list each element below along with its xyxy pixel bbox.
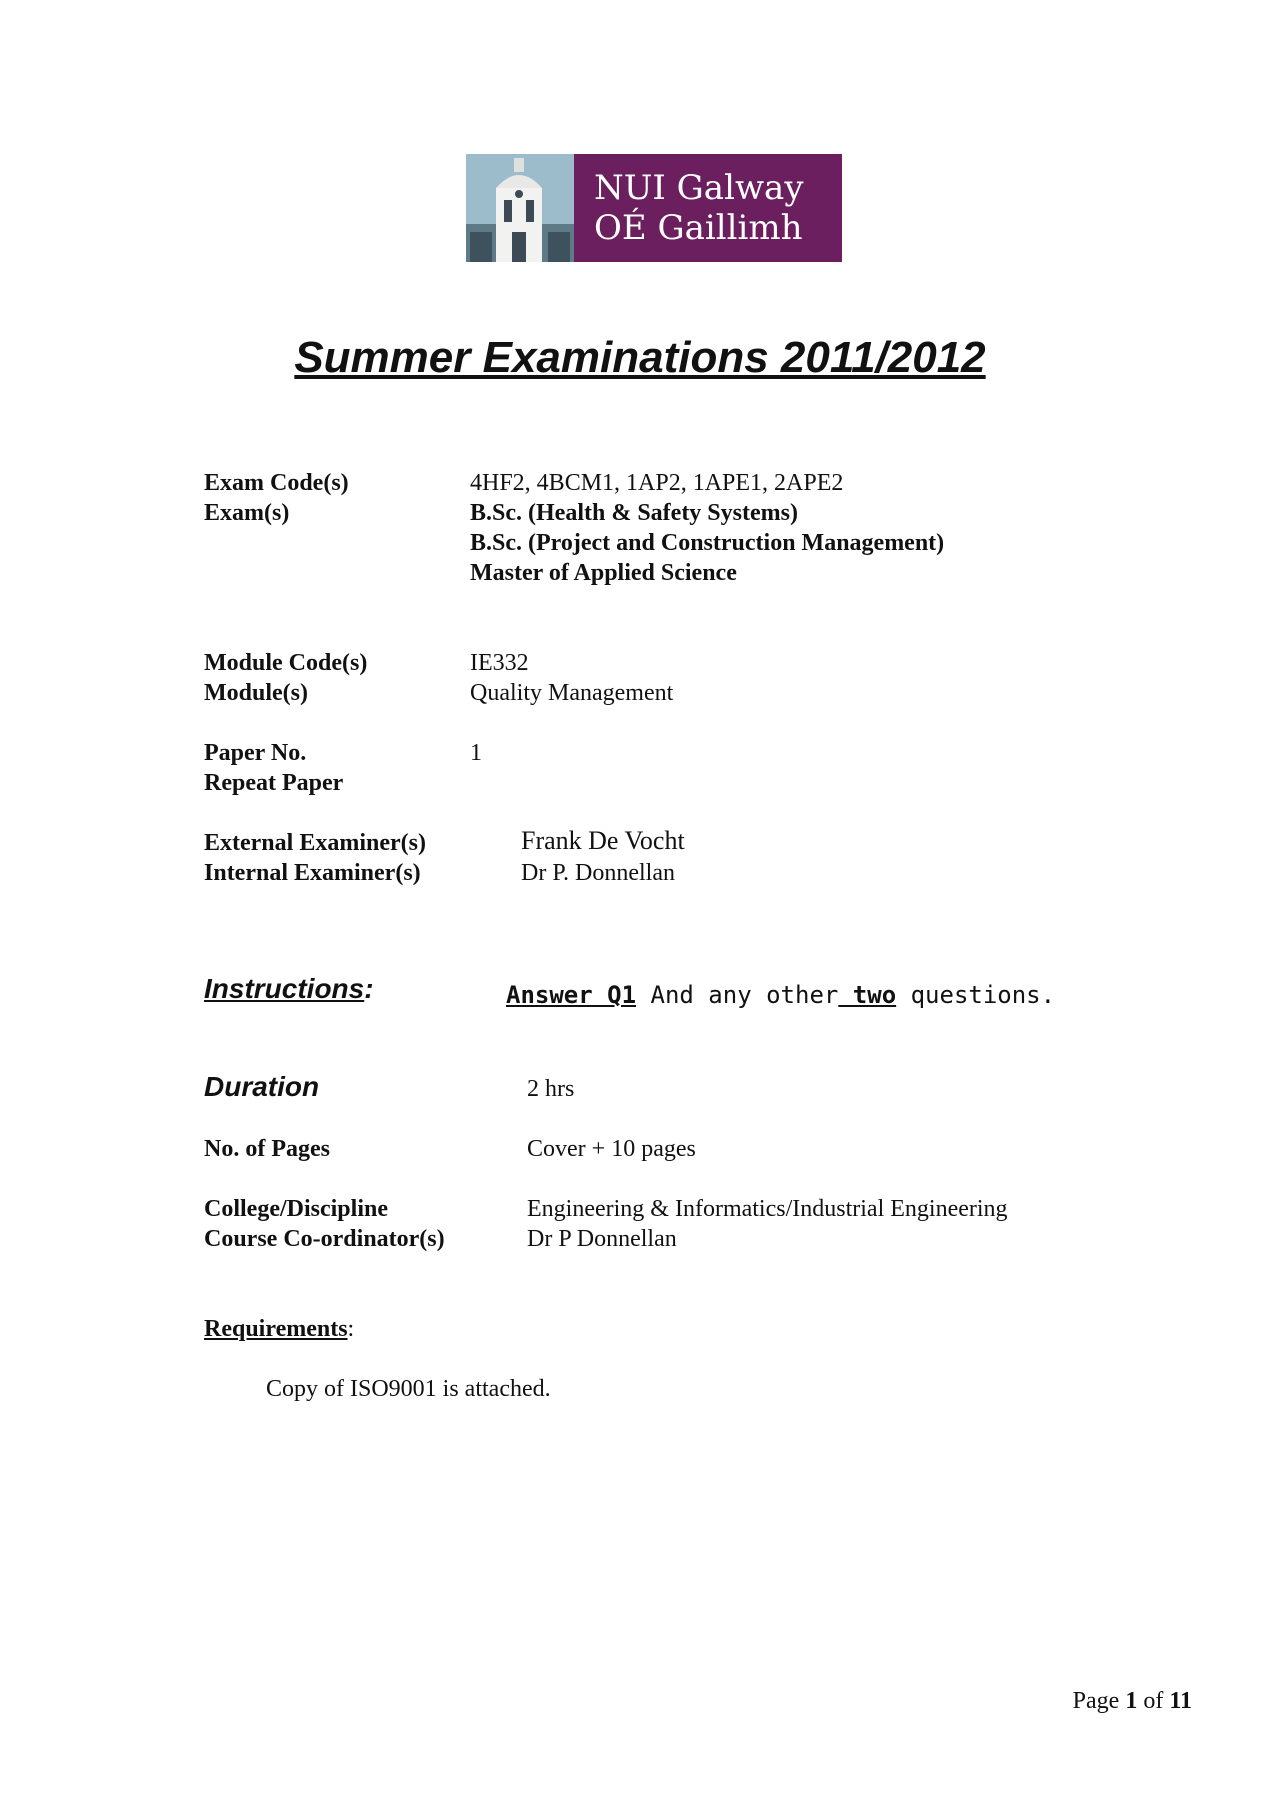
instructions-two: two xyxy=(838,981,897,1009)
page-title: Summer Examinations 2011/2012 xyxy=(294,333,986,382)
module-code-label: Module Code(s) xyxy=(204,650,368,676)
exam-code-value: 4HF2, 4BCM1, 1AP2, 1APE1, 2APE2 xyxy=(470,470,844,496)
external-examiner-value: Frank De Vocht xyxy=(521,826,685,855)
instructions-text xyxy=(506,978,1055,1012)
instructions-middle: And any other xyxy=(636,981,839,1009)
page-word: Page xyxy=(1072,1688,1126,1714)
page-number xyxy=(1073,1686,1192,1716)
college-value: Engineering & Informatics/Industrial Engineering xyxy=(527,1196,1008,1222)
instructions-label-group xyxy=(204,972,374,1006)
module-code-value: IE332 xyxy=(470,650,529,676)
internal-examiner-label: Internal Examiner(s) xyxy=(204,860,421,886)
page-total: 11 xyxy=(1169,1688,1192,1714)
exam-code-label: Exam Code(s) xyxy=(204,470,349,496)
requirements-heading xyxy=(204,1314,354,1344)
requirements-colon: : xyxy=(347,1316,355,1342)
instructions-end: questions. xyxy=(896,981,1056,1009)
logo-building-image xyxy=(466,154,574,262)
requirements-text: Copy of ISO9001 is attached. xyxy=(266,1376,551,1402)
instructions-answer: Answer Q1 xyxy=(506,981,637,1009)
paper-no-value: 1 xyxy=(470,740,482,766)
page-current: 1 xyxy=(1125,1688,1138,1714)
page-of-word: of xyxy=(1137,1688,1170,1714)
nui-galway-logo xyxy=(466,154,842,262)
requirements-label: Requirements xyxy=(204,1316,348,1342)
external-examiner-label: External Examiner(s) xyxy=(204,830,426,856)
exam-item: Master of Applied Science xyxy=(470,560,737,586)
college-label: College/Discipline xyxy=(204,1196,388,1222)
duration-value: 2 hrs xyxy=(527,1076,575,1102)
coordinator-label: Course Co-ordinator(s) xyxy=(204,1226,445,1252)
coordinator-value: Dr P Donnellan xyxy=(527,1226,677,1252)
pages-value: Cover + 10 pages xyxy=(527,1136,696,1162)
instructions-colon: : xyxy=(364,973,374,1004)
logo-band xyxy=(574,154,842,262)
exam-item: B.Sc. (Health & Safety Systems) xyxy=(470,500,798,526)
exams-label: Exam(s) xyxy=(204,500,290,526)
repeat-paper-label: Repeat Paper xyxy=(204,770,344,796)
module-value: Quality Management xyxy=(470,680,674,706)
paper-no-label: Paper No. xyxy=(204,740,307,766)
instructions-label: Instructions xyxy=(204,973,365,1004)
duration-label: Duration xyxy=(204,1071,320,1102)
logo-name-irish: OÉ Gaillimh xyxy=(594,208,803,248)
exam-item: B.Sc. (Project and Construction Management) xyxy=(470,530,945,556)
pages-label: No. of Pages xyxy=(204,1136,330,1162)
module-label: Module(s) xyxy=(204,680,308,706)
internal-examiner-value: Dr P. Donnellan xyxy=(521,860,675,886)
logo-name: NUI Galway xyxy=(594,168,804,208)
